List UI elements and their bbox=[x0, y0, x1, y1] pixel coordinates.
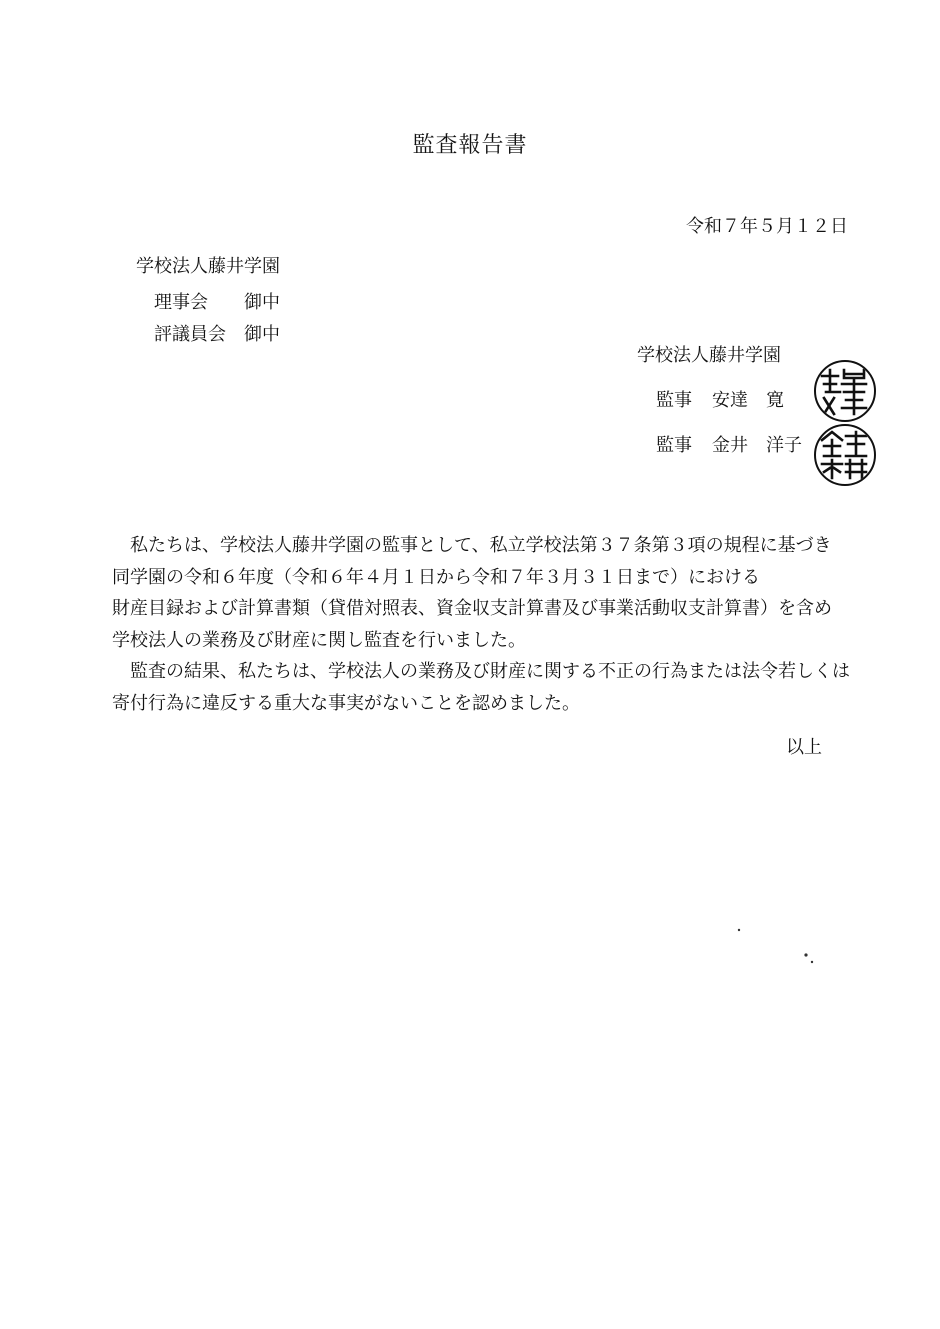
auditor-2-title: 監事 bbox=[656, 435, 692, 456]
body-line-5: 監査の結果、私たちは、学校法人の業務及び財産に関する不正の行為または法令若しくは bbox=[112, 661, 850, 682]
body-line-4: 学校法人の業務及び財産に関し監査を行いました。 bbox=[112, 629, 526, 651]
auditor-1-name: 安達 寛 bbox=[712, 390, 784, 411]
addressee-board-of-councilors: 評議員会 御中 bbox=[154, 324, 280, 345]
seal-auditor-2 bbox=[814, 424, 876, 486]
seal-auditor-1 bbox=[814, 360, 876, 422]
auditor-1-title: 監事 bbox=[656, 390, 692, 411]
signatory-organization: 学校法人藤井学園 bbox=[637, 345, 781, 366]
addressee-organization: 学校法人藤井学園 bbox=[136, 256, 280, 277]
body-line-2: 同学園の令和６年度（令和６年４月１日から令和７年３月３１日まで）における bbox=[112, 566, 760, 588]
closing-mark: 以上 bbox=[786, 737, 822, 758]
seal-auditor-1-glyph bbox=[816, 362, 873, 419]
body-line-3: 財産目録および計算書類（貸借対照表、資金収支計算書及び事業活動収支計算書）を含め bbox=[112, 598, 832, 619]
seal-auditor-2-glyph bbox=[816, 426, 873, 483]
body-line-1: 私たちは、学校法人藤井学園の監事として、私立学校法第３７条第３項の規程に基づき bbox=[112, 535, 832, 556]
addressee-board-of-directors: 理事会 御中 bbox=[154, 292, 280, 313]
body-line-6: 寄付行為に違反する重大な事実がないことを認めました。 bbox=[112, 692, 580, 714]
report-body bbox=[112, 530, 850, 719]
document-date: 令和７年５月１２日 bbox=[686, 216, 848, 237]
document-title: 監査報告書 bbox=[412, 133, 528, 158]
auditor-2-name: 金井 洋子 bbox=[712, 435, 802, 456]
